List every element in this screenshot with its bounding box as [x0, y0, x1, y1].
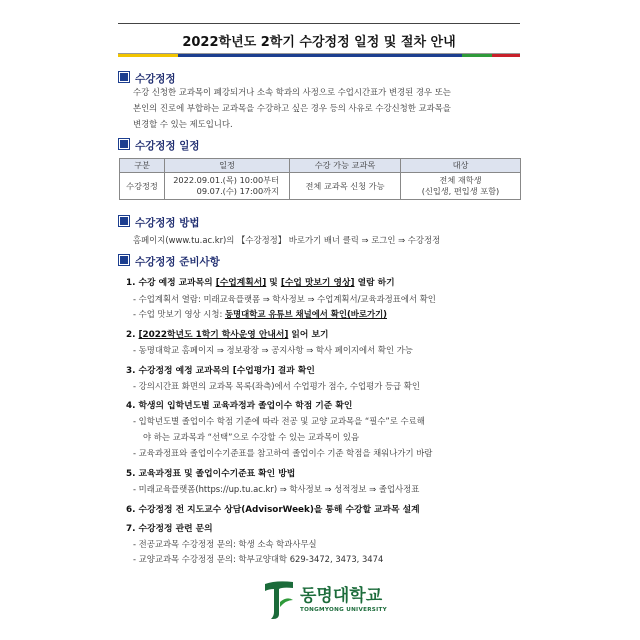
- table-header: 대상: [401, 159, 521, 173]
- section1-line-2: 본인의 진로에 부합하는 교과목을 수강하고 싶은 경우 등의 사유로 수강신청한 교과목을: [133, 103, 451, 113]
- item-4-bullet-2: - 교육과정표와 졸업이수기준표를 참고하여 졸업이수 기준 학점을 채워나가기 바람: [133, 448, 433, 458]
- item-4-bullet-1: - 입학년도별 졸업이수 학점 기준에 따라 전공 및 교양 교과목을 “필수”로 수료해: [133, 416, 425, 426]
- item-1-bullet-2: [133, 308, 387, 320]
- logo-name: 동명대학교: [300, 586, 383, 606]
- item-1-text: 1. 수강 예정 교과목의: [126, 278, 216, 288]
- item-2-text: 2.: [126, 330, 139, 340]
- title-box: [118, 23, 520, 54]
- item-7-title: 7. 수강정정 관련 문의: [126, 524, 213, 534]
- item-5-bullet-1: - 미래교육플랫폼(https://up.tu.ac.kr) ⇒ 학사정보 ⇒ 성적정보 ⇒ 졸업사정표: [133, 484, 420, 494]
- table-cell-schedule: [165, 173, 290, 200]
- section1-line-3: 변경할 수 있는 제도입니다.: [133, 119, 233, 129]
- item-7-bullet-2: - 교양교과목 수강정정 문의: 학부교양대학 629-3472, 3473, 3474: [133, 554, 384, 564]
- item-4-bullet-1-cont: 야 하는 교과목과 “선택”으로 수강할 수 있는 교과목이 있음: [143, 432, 360, 442]
- youtube-channel-link[interactable]: 동명대학교 유튜브 채널에서 확인(바로가기): [224, 309, 387, 319]
- schedule-start: 2022.09.01.(목) 10:00부터: [173, 175, 279, 185]
- tongmyong-logo-icon: [262, 578, 296, 620]
- item-6-title: 6. 수강정정 전 지도교수 상담(AdvisorWeek)을 통해 수강할 교과목 설계: [126, 505, 420, 515]
- target-line-2: (신입생, 편입생 포함): [421, 186, 500, 196]
- table-cell-courses: 전체 교과목 신청 가능: [290, 173, 401, 200]
- preview-video-link[interactable]: [수업 맛보기 영상]: [280, 278, 355, 288]
- target-line-1: 전체 재학생: [439, 175, 482, 185]
- title-bar-green: [462, 54, 492, 57]
- section-heading-text: 수강정정 일정: [135, 140, 200, 152]
- item-3-title: 3. 수강정정 예정 교과목의 [수업평가] 결과 확인: [126, 366, 315, 376]
- table-cell-target: [401, 173, 521, 200]
- bullet-square-icon: [119, 216, 129, 226]
- table-row: [120, 173, 521, 200]
- item-1-text: 열람 하기: [354, 278, 395, 288]
- item-1-title: [126, 275, 395, 288]
- item-3-bullet-1: - 강의시간표 화면의 교과목 목록(좌측)에서 수업평가 점수, 수업평가 등급 확인: [133, 381, 420, 391]
- item-2-bullet-1: - 동명대학교 홈페이지 ⇒ 정보광장 ⇒ 공지사항 ⇒ 학사 페이지에서 확인 가능: [133, 345, 413, 355]
- method-line: 홈페이지(www.tu.ac.kr)의 【수강정정】 바로가기 배너 클릭 ⇒ 로그인 ⇒ 수강정정: [133, 235, 441, 245]
- section-heading-schedule: [119, 138, 200, 153]
- section-heading-preparation: [119, 254, 220, 269]
- section-heading-correction: [119, 71, 176, 86]
- item-4-title: 4. 학생의 입학년도별 교육과정과 졸업이수 학점 기준 확인: [126, 401, 353, 411]
- table-cell-category: 수강정정: [120, 173, 165, 200]
- guidebook-link[interactable]: [2022학년도 1학기 학사운영 안내서]: [138, 330, 289, 340]
- section-heading-text: 수강정정 방법: [135, 217, 200, 229]
- table-header: 일정: [165, 159, 290, 173]
- item-2-text: 읽어 보기: [288, 330, 329, 340]
- title-bar-red: [492, 54, 520, 57]
- section1-line-1: 수강 신청한 교과목이 폐강되거나 소속 학과의 사정으로 수업시간표가 변경된 경우 또는: [133, 87, 451, 97]
- section-heading-text: 수강정정 준비사항: [135, 256, 220, 268]
- page-title: 2022학년도 2학기 수강정정 일정 및 절차 안내: [182, 35, 456, 50]
- table-header: 수강 가능 교과목: [290, 159, 401, 173]
- schedule-table: [119, 158, 521, 200]
- item-1-text: 및: [266, 278, 281, 288]
- section-heading-method: [119, 215, 200, 230]
- item-2-title: [126, 327, 328, 340]
- item-5-title: 5. 교육과정표 및 졸업이수기준표 확인 방법: [126, 469, 296, 479]
- bullet-square-icon: [119, 139, 129, 149]
- table-header-row: [120, 159, 521, 173]
- logo-english: TONGMYONG UNIVERSITY: [300, 607, 387, 613]
- schedule-end: 09.07.(수) 17:00까지: [196, 186, 279, 196]
- bullet-square-icon: [119, 72, 129, 82]
- bullet-square-icon: [119, 255, 129, 265]
- title-bar-blue: [178, 54, 462, 57]
- syllabus-link[interactable]: [수업계획서]: [215, 278, 267, 288]
- university-logo: [262, 578, 392, 622]
- item-7-bullet-1: - 전공교과목 수강정정 문의: 학생 소속 학과사무실: [133, 539, 317, 549]
- title-bar-yellow: [118, 54, 178, 57]
- item-1-bullet-2-text: - 수업 맛보기 영상 시청:: [133, 309, 225, 319]
- item-1-bullet-1: - 수업계획서 열람: 미래교육플랫폼 ⇒ 학사정보 ⇒ 수업계획서/교육과정표에서 확인: [133, 294, 436, 304]
- section-heading-text: 수강정정: [135, 73, 176, 85]
- table-header: 구분: [120, 159, 165, 173]
